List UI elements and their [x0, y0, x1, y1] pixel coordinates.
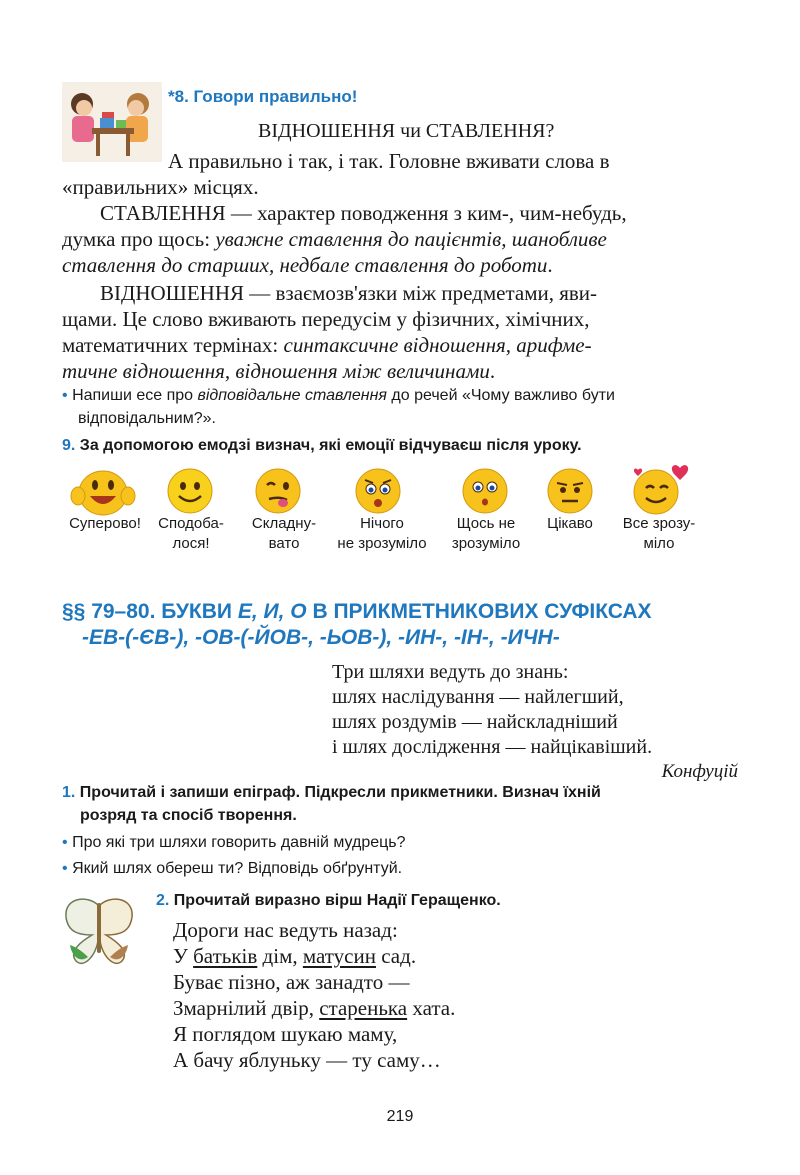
ex8-p2-italic-2: ставлення до старших, недбале ставлення до роботи	[62, 253, 548, 277]
section-heading-letters: Е, И, О	[237, 600, 307, 623]
poem-line-2-c: дім,	[257, 944, 303, 968]
exercise-1-line-2: розряд та спосіб творення.	[80, 807, 297, 824]
exercise-9-text: За допомогою емодзі визнач, які емоції відчуваєш після уроку.	[79, 437, 582, 454]
section-heading-part-a: §§ 79–80. БУКВИ	[62, 600, 238, 623]
poem-line-2	[173, 942, 416, 971]
ex8-paragraph-2-line-3	[62, 251, 553, 280]
interesting-emoji-label	[522, 514, 618, 534]
poem-line-6: А бачу яблуньку — ту саму…	[173, 1048, 441, 1072]
nothing-clear-emoji-label-line-2: не зрозуміло	[337, 535, 427, 552]
super-emoji-icon	[70, 466, 136, 516]
liked-emoji-icon	[165, 466, 215, 516]
underlined-adjective: матусин	[302, 944, 376, 968]
exercise-1-number: 1.	[62, 784, 76, 801]
super-emoji-label	[57, 514, 153, 534]
underlined-adjective: старенька	[319, 996, 408, 1020]
poem-line-4-a: Змарнілий двір,	[173, 996, 320, 1020]
ex8-paragraph-3-line-2: щами. Це слово вживають передусім у фізичних, хімічних,	[62, 307, 590, 331]
ex8-p2-italic: уважне ставлення до пацієнтів, шанобливе	[215, 227, 607, 251]
difficult-emoji-label-line-1: Складну-	[251, 515, 317, 532]
bullet-dot-icon: •	[62, 860, 68, 877]
underlined-adjective: батьків	[193, 944, 258, 968]
poem-line-4-c: хата.	[407, 996, 456, 1020]
super-emoji-label-line-1: Суперово!	[69, 515, 141, 532]
ex8-paragraph-3-line-1: ВІДНОШЕННЯ — взаємозв'язки між предметами, яви-	[100, 281, 598, 305]
ex8-task-after: до речей «Чому важливо бути	[386, 387, 615, 404]
poem-line-4	[173, 994, 455, 1023]
epigraph-author: Конфуцій	[661, 761, 738, 782]
emoji-row	[0, 462, 800, 562]
butterfly-illustration	[58, 895, 140, 967]
liked-emoji-label-line-1: Сподоба-	[158, 515, 224, 532]
something-unclear-emoji-label	[438, 514, 534, 554]
section-heading-line-2: -ЕВ-(-ЄВ-), -ОВ-(-ЙОВ-, -ЬОВ-), -ИН-, -ІН-, -ИЧН-	[82, 626, 560, 649]
exercise-1-line-1	[62, 782, 601, 804]
nothing-clear-emoji-icon	[353, 466, 403, 516]
exercise-1-bullet-2-text: Який шлях обереш ти? Відповідь обґрунтуй.	[72, 860, 403, 877]
something-unclear-emoji-icon	[460, 466, 510, 516]
poem-line-1: Дороги нас ведуть назад:	[173, 918, 398, 942]
page-number: 219	[386, 1108, 414, 1125]
exercise-8-heading: *8. Говори правильно!	[168, 87, 358, 106]
difficult-emoji-label	[236, 514, 332, 554]
section-heading-line-1	[62, 600, 652, 624]
exercise-2-text: Прочитай виразно вірш Надії Геращенко.	[173, 892, 501, 909]
interesting-emoji-icon	[545, 466, 595, 516]
exercise-2-number: 2.	[156, 892, 170, 909]
bullet-dot-icon: •	[62, 834, 68, 851]
bullet-dot-icon: •	[62, 387, 68, 404]
ex8-p3-italic-2: тичне відношення, відношення між величинами	[62, 359, 490, 383]
interesting-emoji-label-line-1: Цікаво	[547, 515, 593, 532]
ex8-task-line-1	[62, 385, 615, 407]
epigraph-line-2: шлях наслідування — найлегший,	[332, 686, 624, 708]
exercise-1-bullet-2	[62, 858, 402, 880]
exercise-1-bullet-1-text: Про які три шляхи говорить давній мудрець?	[72, 834, 406, 851]
ex8-task-line-2: відповідальним?».	[78, 410, 216, 427]
something-unclear-emoji-label-line-1: Щось не	[456, 515, 516, 532]
ex8-p3-italic: синтаксичне відношення, арифме-	[283, 333, 592, 357]
liked-emoji-label	[143, 514, 239, 554]
all-clear-emoji-label-line-2: міло	[643, 535, 675, 552]
exercise-9-heading	[62, 437, 582, 455]
ex8-p3-end: .	[489, 359, 496, 383]
difficult-emoji-label-line-2: вато	[268, 535, 300, 552]
all-clear-emoji-icon	[628, 462, 690, 518]
exercise-8-title: ВІДНОШЕННЯ чи СТАВЛЕННЯ?	[258, 120, 555, 142]
ex8-paragraph-2-line-2	[62, 225, 607, 254]
all-clear-emoji-label-line-1: Все зрозу-	[622, 515, 696, 532]
exercise-1-bullet-1	[62, 832, 406, 854]
something-unclear-emoji-label-line-2: зрозуміло	[451, 535, 521, 552]
all-clear-emoji-label	[611, 514, 707, 554]
epigraph-line-1: Три шляхи ведуть до знань:	[332, 661, 569, 683]
ex8-task-italic: відповідальне ставлення	[197, 387, 387, 404]
epigraph-line-4: і шлях дослідження — найцікавіший.	[332, 736, 653, 758]
ex8-paragraph-2-line-1: СТАВЛЕННЯ — характер поводження з ким-, чим-небудь,	[100, 201, 627, 225]
ex8-paragraph-3-line-3	[62, 331, 592, 360]
ex8-paragraph-3-line-4	[62, 357, 495, 386]
reading-children-illustration	[62, 82, 162, 162]
poem-line-2-e: сад.	[375, 944, 417, 968]
poem-line-2-a: У	[173, 944, 194, 968]
nothing-clear-emoji-label-line-1: Нічого	[360, 515, 404, 532]
ex8-p2-end: .	[547, 253, 553, 277]
liked-emoji-label-line-2: лося!	[172, 535, 210, 552]
exercise-2-heading	[156, 892, 501, 910]
poem-line-5: Я поглядом шукаю маму,	[173, 1022, 398, 1046]
ex8-p3-normal: математичних термінах:	[62, 333, 284, 357]
ex8-paragraph-1-line-1: А правильно і так, і так. Головне вживати слова в	[168, 149, 610, 173]
ex8-paragraph-1-line-2: «правильних» місцях.	[62, 175, 259, 199]
nothing-clear-emoji-label	[330, 514, 434, 554]
ex8-task-before: Напиши есе про	[72, 387, 198, 404]
section-heading-part-c: В ПРИКМЕТНИКОВИХ СУФІКСАХ	[306, 600, 652, 623]
ex8-p2-normal: думка про щось:	[62, 227, 216, 251]
poem-line-3: Буває пізно, аж занадто —	[173, 970, 410, 994]
exercise-9-number: 9.	[62, 437, 76, 454]
epigraph-line-3: шлях роздумів — найскладніший	[332, 711, 618, 733]
difficult-emoji-icon	[253, 466, 303, 516]
exercise-1-text: Прочитай і запиши епіграф. Підкресли прикметники. Визнач їхній	[79, 784, 601, 801]
